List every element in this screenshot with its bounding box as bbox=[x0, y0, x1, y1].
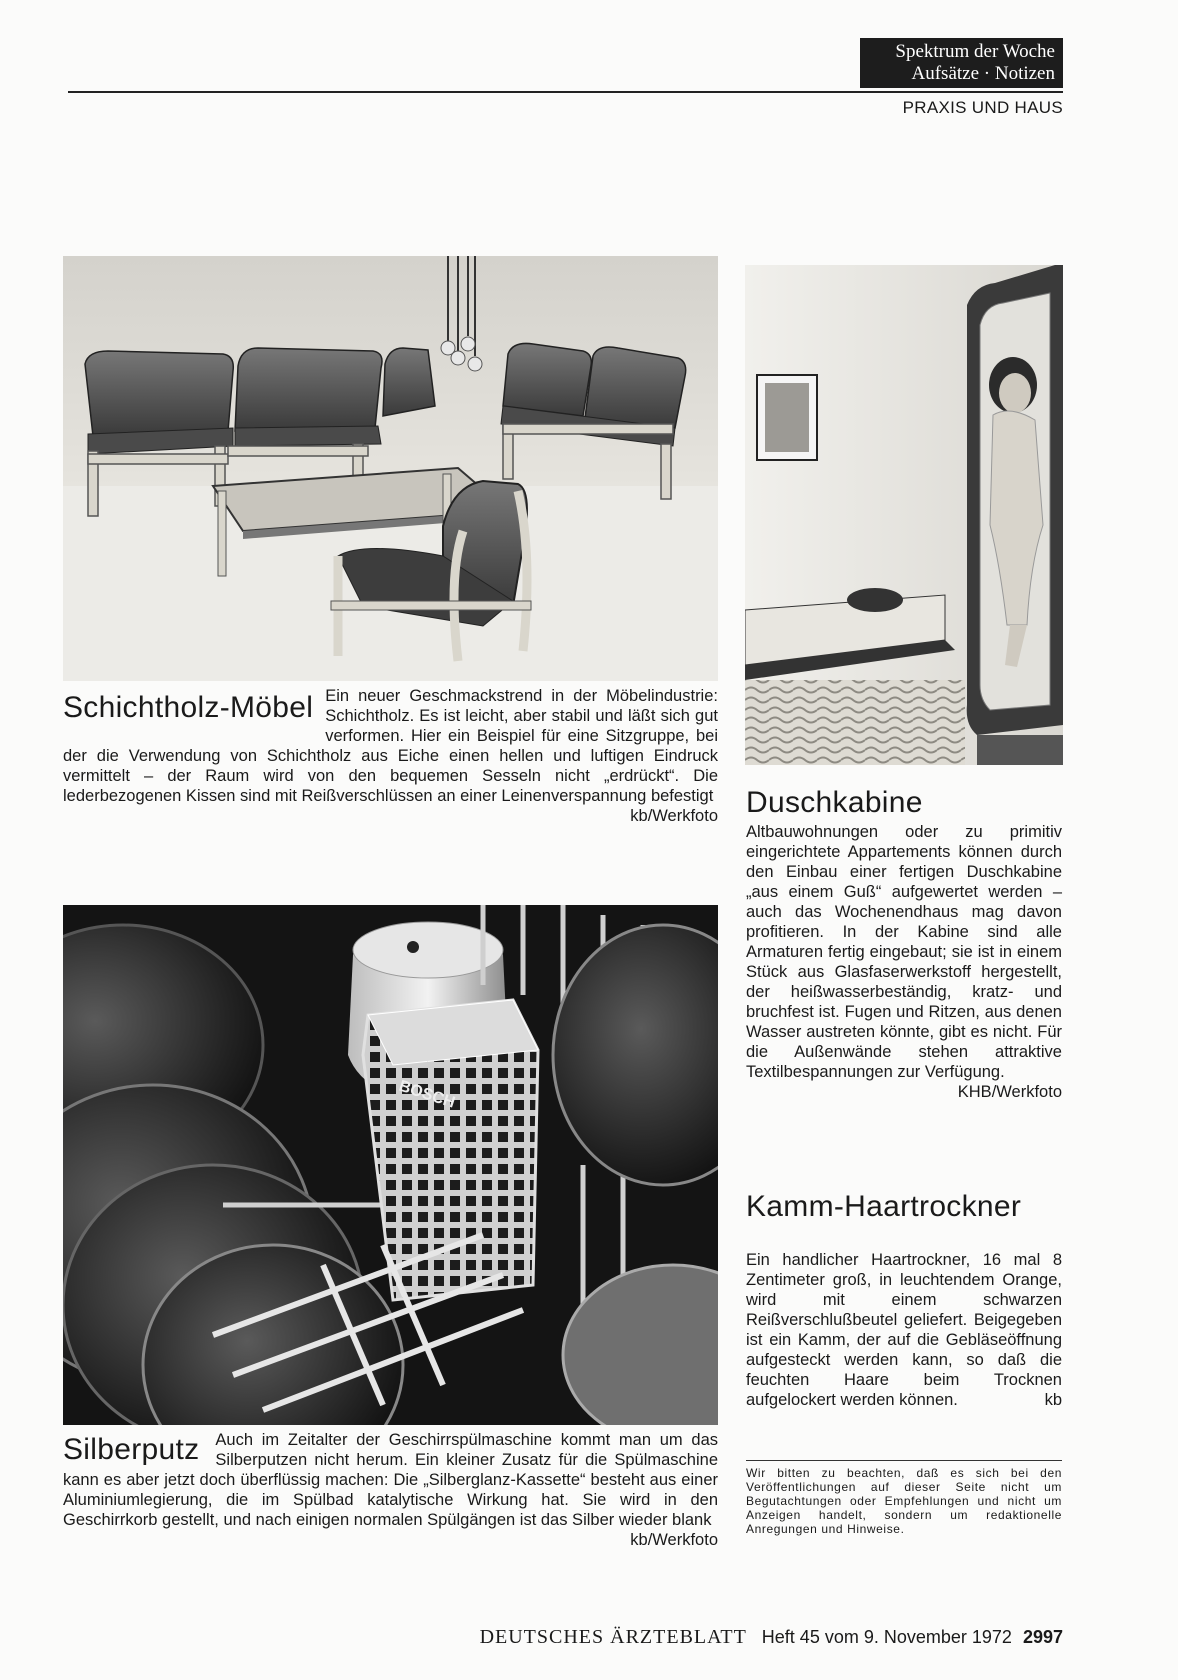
issue-info: Heft 45 vom 9. November 1972 bbox=[761, 1627, 1012, 1647]
page-number: 2997 bbox=[1022, 1627, 1063, 1647]
shower-photo bbox=[745, 265, 1063, 765]
headline-schichtholz: Schichtholz-Möbel bbox=[63, 691, 314, 724]
badge-line-1: Spektrum der Woche bbox=[895, 41, 1055, 62]
basket-brand-label: BOSCH bbox=[396, 1077, 457, 1112]
headline-haartrockner: Kamm-Haartrockner bbox=[746, 1190, 1022, 1223]
article-silberputz bbox=[63, 1430, 718, 1550]
duschkabine-credit: KHB/Werkfoto bbox=[957, 1083, 1062, 1101]
article-duschkabine bbox=[746, 780, 1062, 1102]
dishwasher-photo bbox=[63, 905, 718, 1425]
badge-line-2: Aufsätze · Notizen bbox=[911, 63, 1055, 84]
headline-silberputz: Silberputz bbox=[63, 1433, 200, 1466]
article-schichtholz bbox=[63, 686, 718, 826]
section-title: PRAXIS UND HAUS bbox=[902, 98, 1063, 117]
journal-name: DEUTSCHES ÄRZTEBLATT bbox=[479, 1626, 747, 1648]
haartrockner-credit: kb bbox=[1044, 1391, 1062, 1409]
header-rule bbox=[68, 91, 1063, 93]
schichtholz-credit: kb/Werkfoto bbox=[630, 807, 718, 825]
schichtholz-body: Hier ein Beispiel für eine Sitzgruppe, bei der die Verwendung von Schichtholz aus Eiche einen hellen und luftigen Eindruck vermittelt – der Raum wird von den bequemen Sesseln nicht „erdrückt“. Die lederbezogenen Kissen sind mit Reißverschlüssen an einer Leinenverspannung befestigt bbox=[63, 727, 718, 805]
haartrockner-body: Ein handlicher Haartrockner, 16 mal 8 Zentimeter groß, in leuchtendem Orange, wird mit einem schwarzen Reißverschlußbeutel geliefert. Beigegeben ist ein Kamm, der auf die Gebläseöffnung aufgesteckt werden kann, so daß die feuchten Haare beim Trocknen aufgelockert werden können. bbox=[746, 1251, 1062, 1409]
editorial-notice: Wir bitten zu beachten, daß es sich bei den Veröffentlichungen auf dieser Seite nicht um Begutachtungen oder Empfehlungen und nicht um Anzeigen handelt, sondern um redaktionelle Anregungen und Hinweise. bbox=[746, 1466, 1062, 1536]
silberputz-body: Ein kleiner Zusatz für die Spülmaschine kann es aber jetzt doch überflüssig machen: Die „Silberglanz-Kassette“ besteht aus einer Aluminiumlegierung, die im Spülbad katalytische Wirkung hat. Sie wird in den Geschirrkorb gestellt, und nach einigen normalen Spülgängen ist das Silber wieder blank bbox=[63, 1451, 718, 1529]
notice-rule bbox=[746, 1460, 1062, 1461]
section-badge bbox=[860, 38, 1063, 88]
headline-duschkabine: Duschkabine bbox=[746, 786, 923, 819]
duschkabine-body: Altbauwohnungen oder zu primitiv eingerichtete Appartements können durch den Einbau einer fertigen Duschkabine „aus einem Guß“ aufgewertet werden – auch das Wochenendhaus mag davon profitieren. In der Kabine sind alle Armaturen fertig eingebaut; sie ist in einem Stück aus Glasfaserwerkstoff hergestellt, der heißwasserbeständig, kratz- und bruchfest ist. Fugen und Ritzen, aus denen Wasser austreten könnte, gibt es nicht. Für die Außenwände stehen attraktive Textilbespannungen zur Verfügung. bbox=[746, 823, 1062, 1081]
page-footer bbox=[480, 1626, 1063, 1649]
silberputz-credit: kb/Werkfoto bbox=[630, 1531, 718, 1549]
silberputz-intro: Auch im Zeitalter der Geschirrspülmaschine kommt man um das Silberputzen nicht herum. bbox=[215, 1431, 718, 1469]
article-haartrockner bbox=[746, 1250, 1062, 1410]
furniture-photo bbox=[63, 256, 718, 681]
schichtholz-intro: Ein neuer Geschmackstrend in der Möbelindustrie: Schichtholz. Es ist leicht, aber stabil und läßt sich gut verformen. bbox=[325, 687, 718, 745]
